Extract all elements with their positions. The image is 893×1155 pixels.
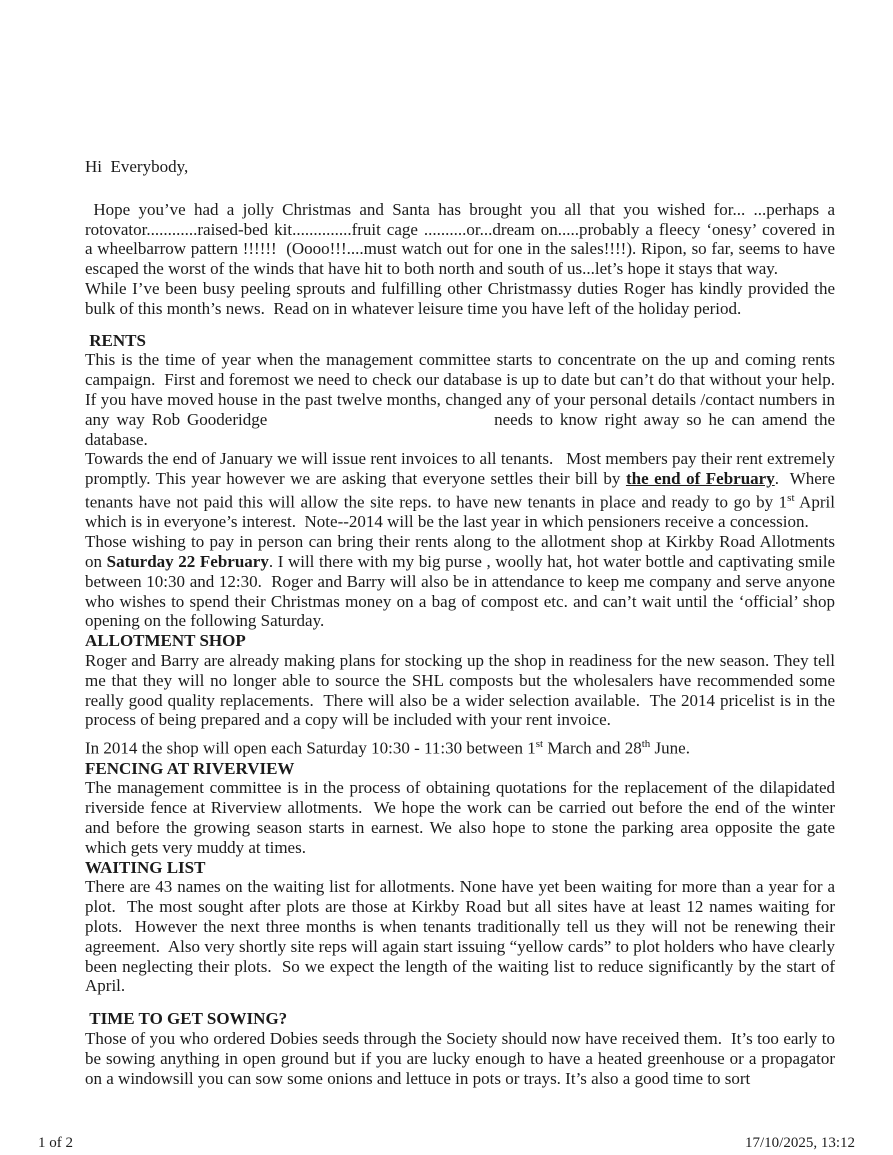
text-segment: Hope you’ve had a jolly Christmas and Santa has brought you all that you wished for... ...perhaps a rotovator............raised-bed kit..............fruit cage ..........or...dream on.....probably a fleecy ‘onesy’ covered in a wheelbarrow pattern !!!!!! (Oooo!!!....must watch out for one in the sales!!!!). Ripon, so far, seems to have escaped the worst of the winds that have hit to both north and south of us...let’s hope it stays that way. xyxy=(85,199,844,279)
redacted-blank-space xyxy=(274,424,487,425)
document-body xyxy=(85,157,844,1088)
text-segment: March and 28 xyxy=(543,738,642,758)
intro-paragraph-1 xyxy=(85,199,844,279)
text-segment: There are 43 names on the waiting list for allotments. None have yet been waiting for more than a year for a plot. The most sought after plots are those at Kirkby Road but all sites have at least 12 names waiting for plots. However the next three months is when tenants traditionally tell us they will not be renewing their agreement. Also very shortly site reps will again start issuing “yellow cards” to plot holders who have clearly been neglecting their plots. So we expect the length of the waiting list to reduce significantly by the start of April. xyxy=(85,877,840,996)
footer-timestamp: 17/10/2025, 13:12 xyxy=(744,1135,855,1151)
text-segment: st xyxy=(787,491,795,504)
text-segment: April which is in everyone’s interest. Note--2014 will be the last year in which pensioners receive a concession. xyxy=(85,492,840,532)
rents-paragraph-1 xyxy=(85,350,844,449)
text-segment: FENCING AT RIVERVIEW xyxy=(85,758,295,778)
text-segment: Towards the end of January we will issue rent invoices to all tenants. Most members pay their rent extremely promptly. This year however we are asking that everyone settles their bill by xyxy=(85,449,840,489)
text-segment: the end of February xyxy=(625,469,775,489)
greeting xyxy=(85,157,835,177)
text-segment: WAITING LIST xyxy=(85,857,206,877)
vertical-spacer xyxy=(85,996,835,1009)
text-segment: The management committee is in the process of obtaining quotations for the replacement of the dilapidated riverside fence at Riverview allotments. We hope the work can be carried out before the end of the winter and before the growing season starts in earnest. We also hope to stone the parking area opposite the gate which gets very muddy at times. xyxy=(85,778,840,857)
text-segment: Those of you who ordered Dobies seeds through the Society should now have received them. It’s too early to be sowing anything in open ground but if you are lucky enough to have a heated greenhouse or a propagator on a windowsill you can sow some onions and lettuce in pots or trays. It’s also a good time to sort xyxy=(85,1028,840,1088)
vertical-spacer xyxy=(85,177,835,200)
section-heading-time-to-get-sowing xyxy=(85,1009,835,1029)
fencing-paragraph xyxy=(85,778,840,857)
shop-opening-line xyxy=(85,735,835,758)
text-segment: needs to know right away so he can amend the database. xyxy=(85,409,840,449)
waiting-list-paragraph xyxy=(85,877,840,996)
rents-paragraph-3 xyxy=(85,532,840,631)
text-segment: th xyxy=(641,738,651,751)
text-segment: . Where tenants have not paid this will allow the site reps. to have new tenants in place and ready to go by 1 xyxy=(85,469,840,512)
vertical-spacer xyxy=(85,319,835,331)
text-segment: RENTS xyxy=(85,330,146,350)
text-segment: Roger and Barry are already making plans for stocking up the shop in readiness for the new season. They tell me that they will no longer able to source the SHL composts but the wholesalers have recommended some really good quality replacements. There will also be a wider selection available. The 2014 pricelist is in the process of being prepared and a copy will be included with your rent invoice. xyxy=(85,650,840,730)
section-heading-allotment-shop xyxy=(85,631,835,651)
text-segment: ALLOTMENT SHOP xyxy=(85,631,246,651)
text-segment: This is the time of year when the management committee starts to concentrate on the up and coming rents campaign. First and foremost we need to check our database is up to date but can’t do that without your help. If you have moved house in the past twelve months, changed any of your personal details /contact numbers in any way Rob Gooderidge xyxy=(85,350,844,429)
section-heading-waiting-list xyxy=(85,858,835,878)
text-segment: June. xyxy=(650,738,690,758)
sowing-paragraph xyxy=(85,1028,840,1088)
rents-paragraph-2 xyxy=(85,449,840,532)
text-segment: Those wishing to pay in person can bring their rents along to the allotment shop at Kirkby Road Allotments on xyxy=(85,532,840,571)
section-heading-rents xyxy=(85,331,835,351)
intro-paragraph-2 xyxy=(85,278,840,319)
text-segment: While I’ve been busy peeling sprouts and fulfilling other Christmassy duties Roger has kindly provided the bulk of this month’s news. Read on in whatever leisure time you have left of the holiday period. xyxy=(85,278,840,318)
footer-page-indicator: 1 of 2 xyxy=(38,1135,73,1151)
text-segment: . I will there with my big purse , woolly hat, hot water bottle and captivating smile between 10:30 and 12:30. Roger and Barry will also be in attendance to keep me company and serve anyone who wishes to spend their Christmas money on a bag of compost etc. and can’t wait until the ‘official’ shop opening on the following Saturday. xyxy=(85,552,840,631)
text-segment: TIME TO GET SOWING? xyxy=(85,1009,288,1029)
text-segment: In 2014 the shop will open each Saturday 10:30 - 11:30 between 1 xyxy=(85,738,536,758)
text-segment: Saturday 22 February xyxy=(106,552,269,571)
section-heading-fencing xyxy=(85,759,835,779)
text-segment: st xyxy=(535,738,544,751)
allotment-shop-paragraph xyxy=(85,650,840,730)
text-segment: Hi Everybody, xyxy=(85,157,189,176)
